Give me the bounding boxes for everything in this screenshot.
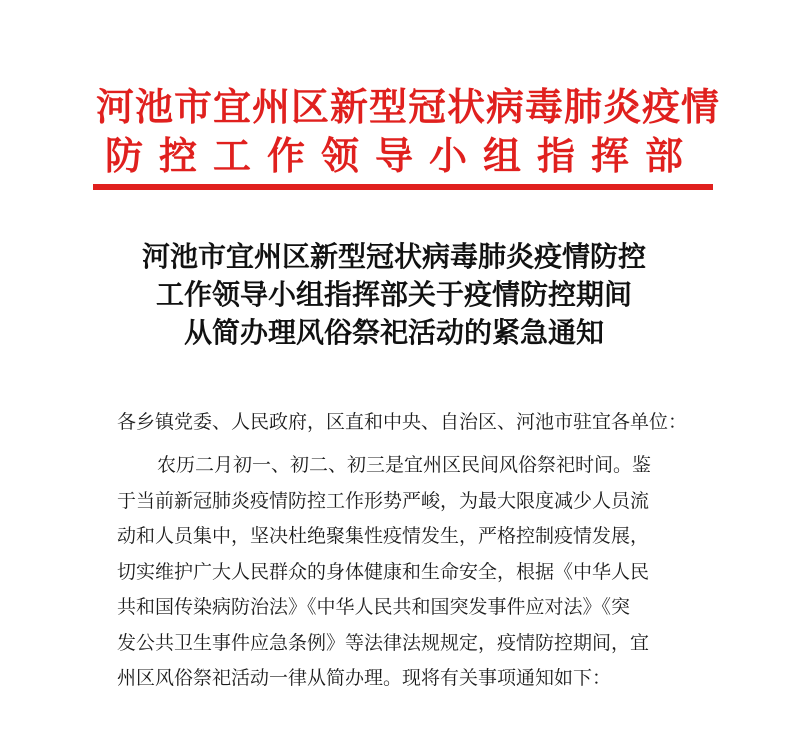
title-line-2: 工作领导小组指挥部关于疫情防控期间 [155, 278, 632, 311]
body-line: 切实维护广大人民群众的身体健康和生命安全，根据《中华人民 [117, 560, 650, 583]
letterhead-divider [93, 184, 713, 190]
body-line: 动和人员集中，坚决杜绝聚集性疫情发生，严格控制疫情发展， [117, 525, 650, 547]
letterhead-line-2: 防控工作领导小组指挥部 [104, 136, 699, 178]
title-line-1: 河池市宜州区新型冠状病毒肺炎疫情防控 [141, 240, 646, 273]
letterhead-line-1: 河池市宜州区新型冠状病毒肺炎疫情 [96, 87, 721, 129]
salutation: 各乡镇党委、人民政府，区直和中央、自治区、河池市驻宜各单位： [117, 411, 688, 433]
body-line: 共和国传染病防治法》《中华人民共和国突发事件应对法》《突 [117, 596, 631, 618]
body-line: 于当前新冠肺炎疫情防控工作形势严峻，为最大限度减少人员流 [117, 489, 650, 512]
body-line: 州区风俗祭祀活动一律从简办理。现将有关事项通知如下： [117, 667, 612, 689]
body-line: 发公共卫生事件应急条例》等法律法规规定，疫情防控期间，宜 [117, 631, 650, 654]
document-title [100, 238, 688, 352]
letterhead [96, 82, 721, 180]
body-paragraph [117, 448, 703, 697]
title-line-3: 从简办理风俗祭祀活动的紧急通知 [183, 316, 604, 349]
body-line: 农历二月初一、初二、初三是宜州区民间风俗祭祀时间。鉴 [157, 454, 652, 476]
